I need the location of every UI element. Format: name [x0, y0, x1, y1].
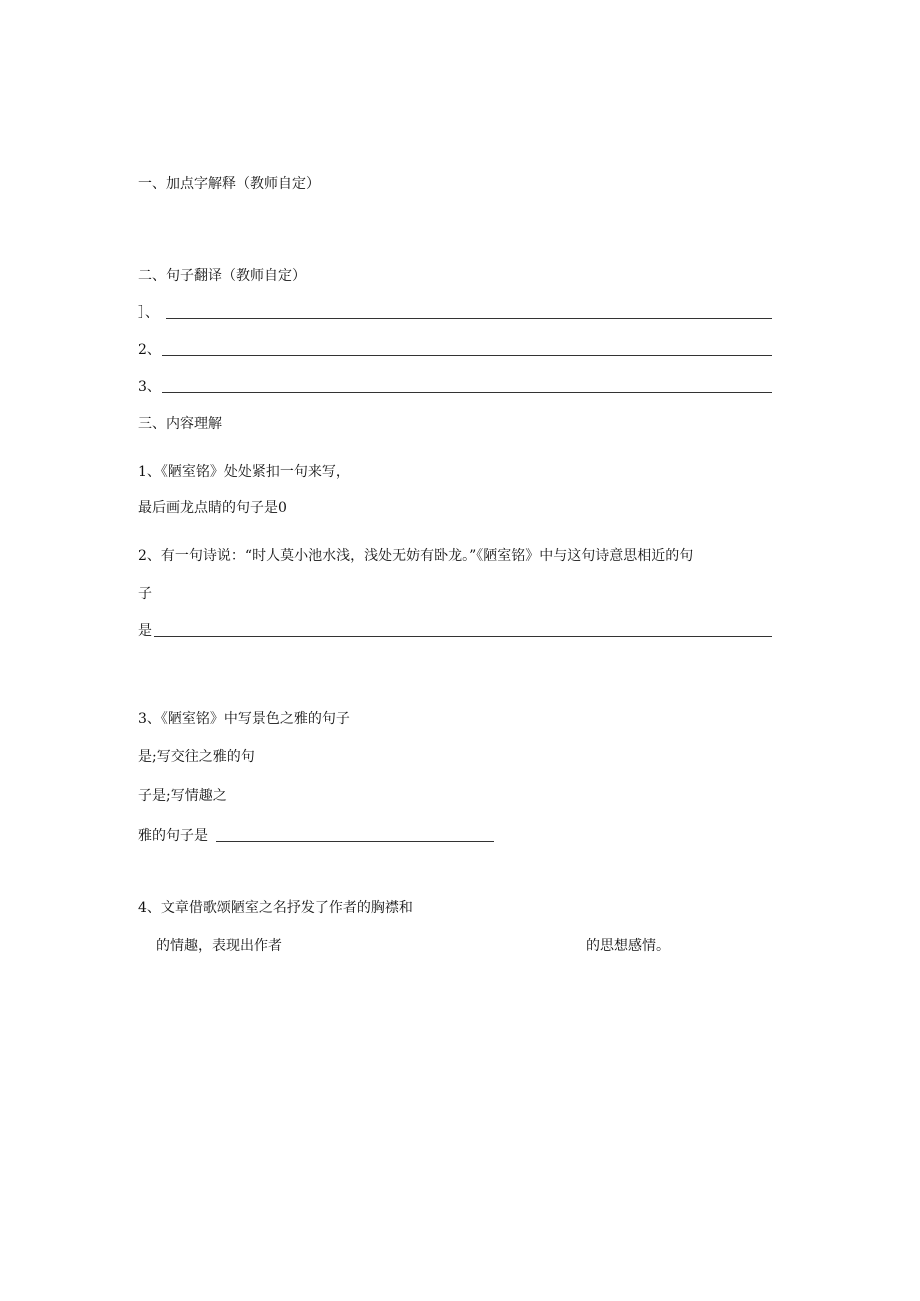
question-2-line-2: 子: [138, 586, 152, 602]
question-1-line-2: 最后画龙点睛的句子是0: [138, 500, 287, 516]
translation-item-1-label: ］、: [138, 305, 159, 321]
translation-item-3-answer-line[interactable]: [162, 392, 772, 393]
translation-item-1-answer-line[interactable]: [166, 318, 772, 319]
section-3-title: 三、内容理解: [138, 416, 222, 432]
question-3-line-4: 雅的句子是: [138, 828, 208, 844]
question-4-line-2-start: 的情趣，表现出作者: [156, 938, 282, 954]
question-2-line-1: 2、有一句诗说：“时人莫小池水浅，浅处无妨有卧龙。”《陋室铭》中与这句诗意思相近的句: [138, 548, 694, 564]
section-1-title: 一、加点字解释（教师自定）: [138, 176, 320, 192]
question-3-answer-line[interactable]: [216, 841, 494, 842]
question-1-line-1: 1、《陋室铭》处处紧扣一句来写，: [138, 464, 350, 480]
translation-item-3-label: 3、: [138, 379, 161, 395]
section-2-title: 二、句子翻译（教师自定）: [138, 268, 306, 284]
question-2-answer-line[interactable]: [154, 636, 772, 637]
question-3-line-2: 是;写交往之雅的句: [138, 749, 255, 765]
translation-item-2-answer-line[interactable]: [162, 355, 772, 356]
question-3-line-1: 3、《陋室铭》中写景色之雅的句子: [138, 711, 350, 727]
question-2-line-3: 是: [138, 623, 152, 639]
question-4-line-2-end: 的思想感情。: [586, 938, 670, 954]
question-4-line-1: 4、文章借歌颂陋室之名抒发了作者的胸襟和: [138, 900, 413, 916]
question-3-line-3: 子是;写情趣之: [138, 788, 227, 804]
translation-item-2-label: 2、: [138, 342, 161, 358]
